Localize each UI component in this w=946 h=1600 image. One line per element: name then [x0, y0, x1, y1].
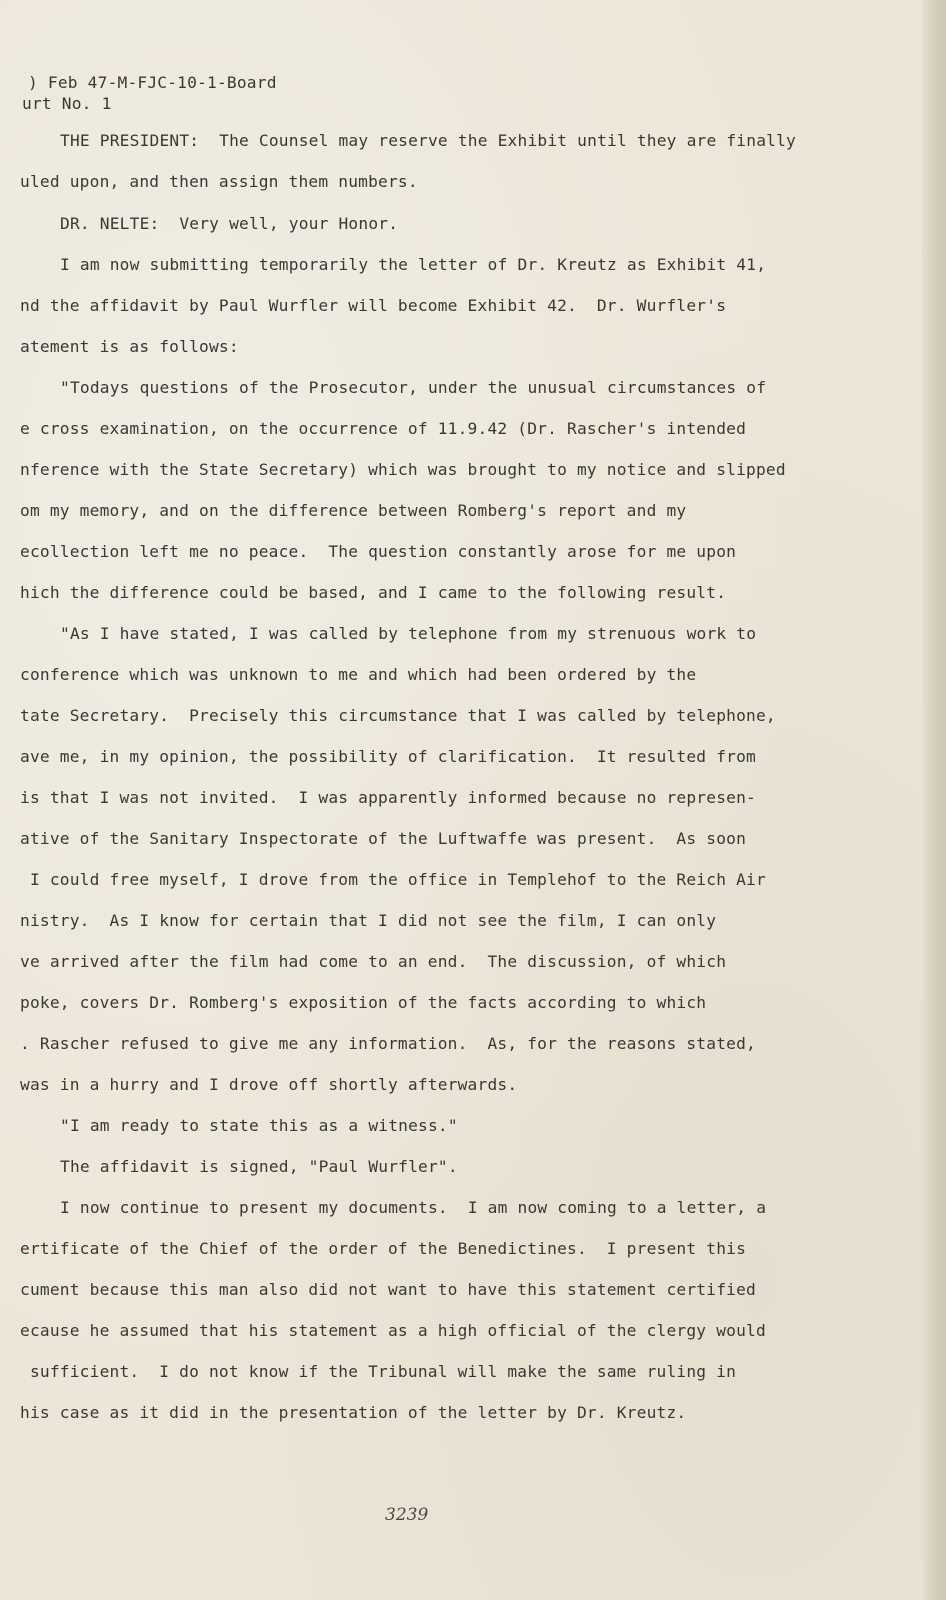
text-line: ecause he assumed that his statement as a high official of the clergy would [20, 1321, 766, 1340]
text-line: I could free myself, I drove from the office in Templehof to the Reich Air [20, 870, 766, 889]
text-line: . Rascher refused to give me any information. As, for the reasons stated, [20, 1034, 756, 1053]
text-line: THE PRESIDENT: The Counsel may reserve the Exhibit until they are finally [60, 131, 796, 150]
text-line: was in a hurry and I drove off shortly afterwards. [20, 1075, 518, 1094]
text-line: his case as it did in the presentation of the letter by Dr. Kreutz. [20, 1403, 687, 1422]
header-docket-line: ) Feb 47-M-FJC-10-1-Board [28, 73, 277, 92]
text-line: nd the affidavit by Paul Wurfler will become Exhibit 42. Dr. Wurfler's [20, 296, 727, 315]
text-line: tate Secretary. Precisely this circumstance that I was called by telephone, [20, 706, 776, 725]
text-line: sufficient. I do not know if the Tribunal will make the same ruling in [20, 1362, 737, 1381]
text-line: "I am ready to state this as a witness." [60, 1116, 458, 1135]
text-line: is that I was not invited. I was apparently informed because no represen- [20, 788, 756, 807]
text-line: e cross examination, on the occurrence of 11.9.42 (Dr. Rascher's intended [20, 419, 747, 438]
text-line: I now continue to present my documents. I am now coming to a letter, a [60, 1198, 767, 1217]
text-line: The affidavit is signed, "Paul Wurfler". [60, 1157, 458, 1176]
text-line: conference which was unknown to me and which had been ordered by the [20, 665, 697, 684]
text-line: cument because this man also did not want to have this statement certified [20, 1280, 756, 1299]
text-line: ave me, in my opinion, the possibility of clarification. It resulted from [20, 747, 756, 766]
text-line: ecollection left me no peace. The question constantly arose for me upon [20, 542, 737, 561]
text-line: poke, covers Dr. Romberg's exposition of the facts according to which [20, 993, 707, 1012]
text-line: ative of the Sanitary Inspectorate of the Luftwaffe was present. As soon [20, 829, 747, 848]
text-line: nference with the State Secretary) which was brought to my notice and slipped [20, 460, 786, 479]
text-line: I am now submitting temporarily the letter of Dr. Kreutz as Exhibit 41, [60, 255, 767, 274]
text-line: om my memory, and on the difference between Romberg's report and my [20, 501, 687, 520]
text-line: atement is as follows: [20, 337, 239, 356]
page-number: 3239 [385, 1505, 429, 1525]
text-line: nistry. As I know for certain that I did not see the film, I can only [20, 911, 717, 930]
text-line: hich the difference could be based, and I came to the following result. [20, 583, 727, 602]
page-edge-shadow [922, 0, 946, 1600]
text-line: "Todays questions of the Prosecutor, under the unusual circumstances of [60, 378, 767, 397]
text-line: uled upon, and then assign them numbers. [20, 172, 418, 191]
text-line: ve arrived after the film had come to an end. The discussion, of which [20, 952, 727, 971]
text-line: "As I have stated, I was called by telephone from my strenuous work to [60, 624, 757, 643]
header-court-line: urt No. 1 [22, 94, 112, 113]
text-line: DR. NELTE: Very well, your Honor. [60, 214, 399, 233]
text-line: ertificate of the Chief of the order of the Benedictines. I present this [20, 1239, 747, 1258]
